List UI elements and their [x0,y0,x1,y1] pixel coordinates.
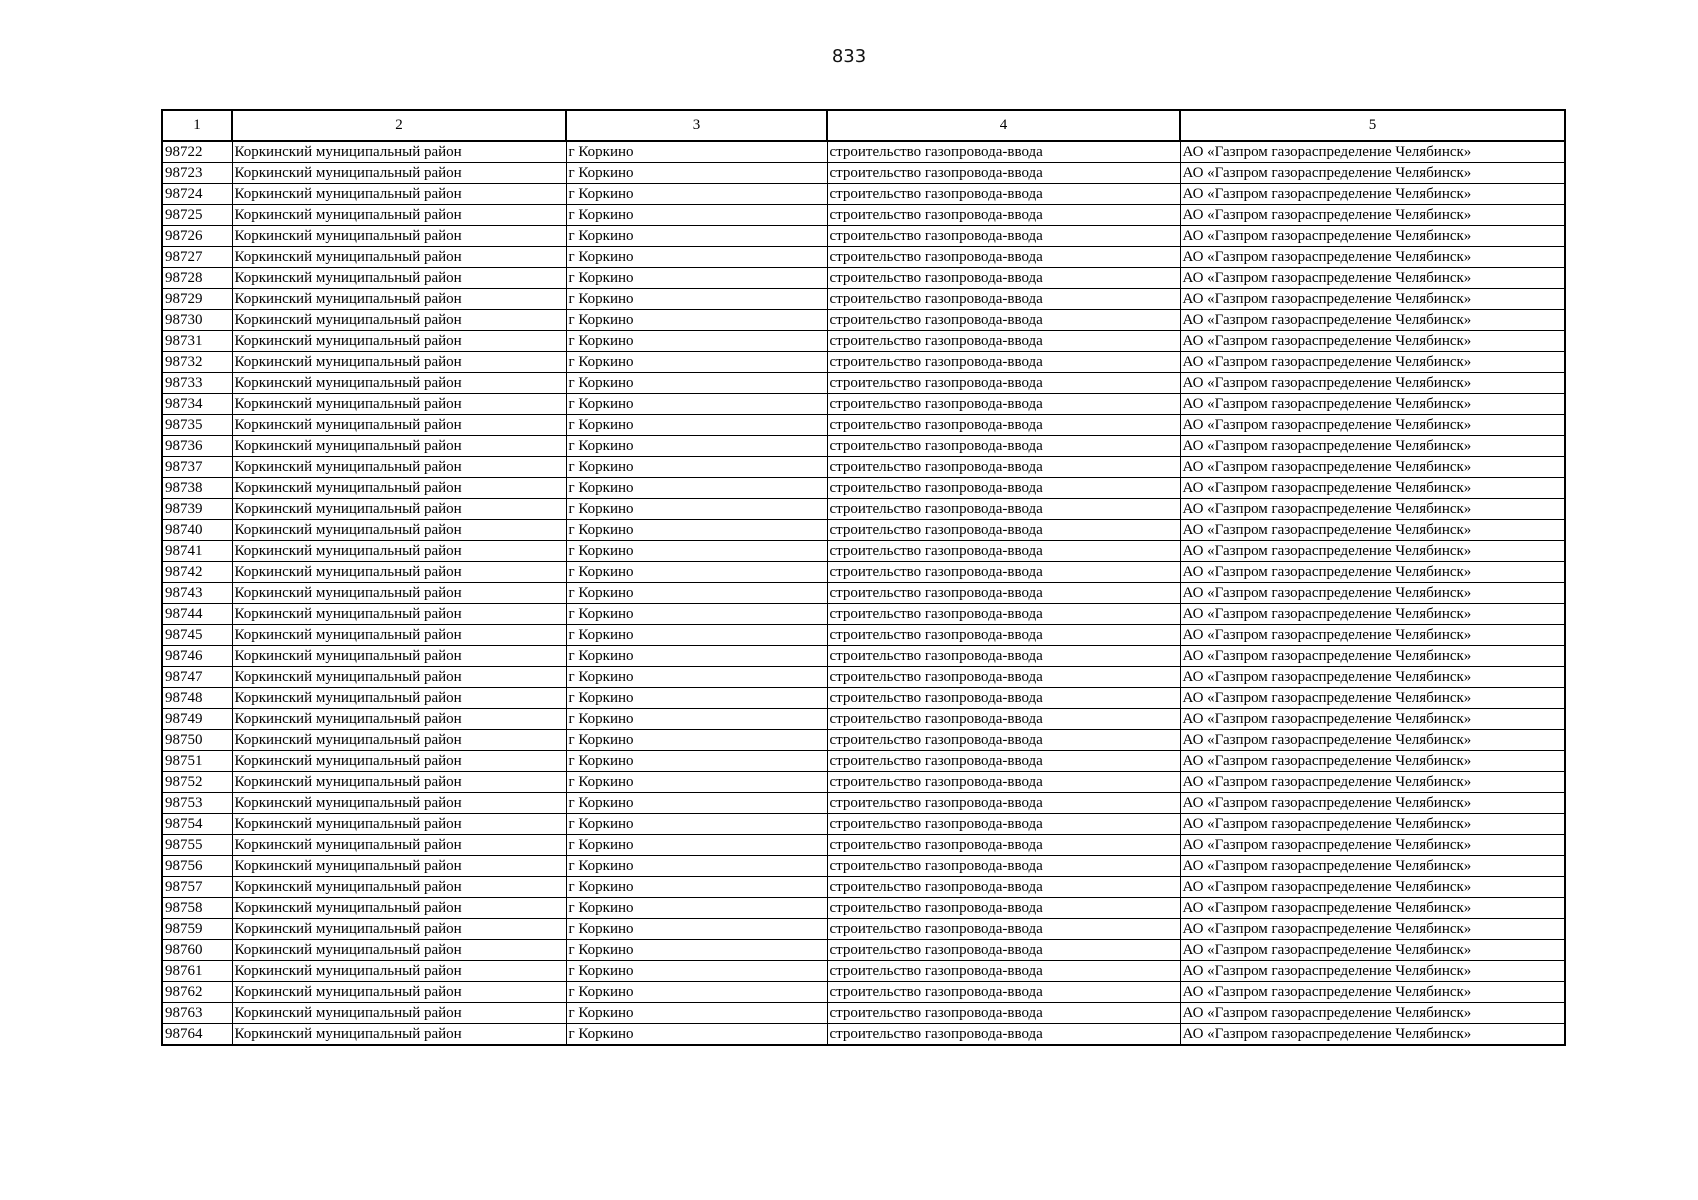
district-cell: Коркинский муниципальный район [232,163,566,184]
organization-cell: АО «Газпром газораспределение Челябинск» [1180,919,1565,940]
district-cell: Коркинский муниципальный район [232,373,566,394]
locality-cell: г Коркино [566,394,827,415]
work-type-cell: строительство газопровода-ввода [827,247,1180,268]
work-type-cell: строительство газопровода-ввода [827,310,1180,331]
locality-cell: г Коркино [566,667,827,688]
row-number-cell: 98764 [162,1024,232,1046]
row-number-cell: 98743 [162,583,232,604]
table-row [162,688,1565,709]
district-cell: Коркинский муниципальный район [232,982,566,1003]
work-type-cell: строительство газопровода-ввода [827,352,1180,373]
row-number-cell: 98731 [162,331,232,352]
work-type-cell: строительство газопровода-ввода [827,730,1180,751]
locality-cell: г Коркино [566,835,827,856]
district-cell: Коркинский муниципальный район [232,289,566,310]
district-cell: Коркинский муниципальный район [232,583,566,604]
district-cell: Коркинский муниципальный район [232,940,566,961]
table-header [162,110,1565,141]
organization-cell: АО «Газпром газораспределение Челябинск» [1180,184,1565,205]
organization-cell: АО «Газпром газораспределение Челябинск» [1180,268,1565,289]
work-type-cell: строительство газопровода-ввода [827,856,1180,877]
organization-cell: АО «Газпром газораспределение Челябинск» [1180,141,1565,163]
locality-cell: г Коркино [566,583,827,604]
row-number-cell: 98739 [162,499,232,520]
organization-cell: АО «Газпром газораспределение Челябинск» [1180,982,1565,1003]
work-type-cell: строительство газопровода-ввода [827,478,1180,499]
table-row [162,310,1565,331]
table-row [162,814,1565,835]
locality-cell: г Коркино [566,457,827,478]
locality-cell: г Коркино [566,436,827,457]
row-number-cell: 98754 [162,814,232,835]
organization-cell: АО «Газпром газораспределение Челябинск» [1180,856,1565,877]
row-number-cell: 98752 [162,772,232,793]
organization-cell: АО «Газпром газораспределение Челябинск» [1180,793,1565,814]
district-cell: Коркинский муниципальный район [232,331,566,352]
work-type-cell: строительство газопровода-ввода [827,289,1180,310]
locality-cell: г Коркино [566,268,827,289]
organization-cell: АО «Газпром газораспределение Челябинск» [1180,541,1565,562]
locality-cell: г Коркино [566,226,827,247]
row-number-cell: 98728 [162,268,232,289]
work-type-cell: строительство газопровода-ввода [827,982,1180,1003]
district-cell: Коркинский муниципальный район [232,141,566,163]
work-type-cell: строительство газопровода-ввода [827,331,1180,352]
table-body [162,141,1565,1045]
table-row [162,982,1565,1003]
work-type-cell: строительство газопровода-ввода [827,141,1180,163]
row-number-cell: 98758 [162,898,232,919]
row-number-cell: 98736 [162,436,232,457]
table-row [162,268,1565,289]
work-type-cell: строительство газопровода-ввода [827,268,1180,289]
row-number-cell: 98724 [162,184,232,205]
work-type-cell: строительство газопровода-ввода [827,751,1180,772]
table-row [162,205,1565,226]
work-type-cell: строительство газопровода-ввода [827,1024,1180,1046]
district-cell: Коркинский муниципальный район [232,562,566,583]
district-cell: Коркинский муниципальный район [232,352,566,373]
organization-cell: АО «Газпром газораспределение Челябинск» [1180,457,1565,478]
work-type-cell: строительство газопровода-ввода [827,457,1180,478]
work-type-cell: строительство газопровода-ввода [827,184,1180,205]
locality-cell: г Коркино [566,247,827,268]
district-cell: Коркинский муниципальный район [232,646,566,667]
district-cell: Коркинский муниципальный район [232,793,566,814]
locality-cell: г Коркино [566,520,827,541]
district-cell: Коркинский муниципальный район [232,247,566,268]
organization-cell: АО «Газпром газораспределение Челябинск» [1180,898,1565,919]
work-type-cell: строительство газопровода-ввода [827,814,1180,835]
table-row [162,373,1565,394]
district-cell: Коркинский муниципальный район [232,205,566,226]
district-cell: Коркинский муниципальный район [232,520,566,541]
work-type-cell: строительство газопровода-ввода [827,646,1180,667]
table-row [162,457,1565,478]
row-number-cell: 98748 [162,688,232,709]
table-row [162,877,1565,898]
district-cell: Коркинский муниципальный район [232,478,566,499]
locality-cell: г Коркино [566,141,827,163]
row-number-cell: 98744 [162,604,232,625]
locality-cell: г Коркино [566,310,827,331]
locality-cell: г Коркино [566,163,827,184]
work-type-cell: строительство газопровода-ввода [827,877,1180,898]
work-type-cell: строительство газопровода-ввода [827,163,1180,184]
table-row [162,415,1565,436]
locality-cell: г Коркино [566,793,827,814]
work-type-cell: строительство газопровода-ввода [827,772,1180,793]
locality-cell: г Коркино [566,541,827,562]
district-cell: Коркинский муниципальный район [232,730,566,751]
locality-cell: г Коркино [566,415,827,436]
district-cell: Коркинский муниципальный район [232,394,566,415]
organization-cell: АО «Газпром газораспределение Челябинск» [1180,1003,1565,1024]
table-row [162,604,1565,625]
row-number-cell: 98755 [162,835,232,856]
table-row [162,436,1565,457]
registry-table [161,109,1566,1046]
work-type-cell: строительство газопровода-ввода [827,604,1180,625]
table-row [162,499,1565,520]
organization-cell: АО «Газпром газораспределение Челябинск» [1180,646,1565,667]
locality-cell: г Коркино [566,478,827,499]
locality-cell: г Коркино [566,562,827,583]
work-type-cell: строительство газопровода-ввода [827,688,1180,709]
row-number-cell: 98738 [162,478,232,499]
table-row [162,898,1565,919]
header-row [162,110,1565,141]
column-header-2: 2 [232,110,566,141]
district-cell: Коркинский муниципальный район [232,541,566,562]
locality-cell: г Коркино [566,373,827,394]
organization-cell: АО «Газпром газораспределение Челябинск» [1180,499,1565,520]
organization-cell: АО «Газпром газораспределение Челябинск» [1180,961,1565,982]
row-number-cell: 98756 [162,856,232,877]
organization-cell: АО «Газпром газораспределение Челябинск» [1180,814,1565,835]
row-number-cell: 98725 [162,205,232,226]
table-row [162,919,1565,940]
organization-cell: АО «Газпром газораспределение Челябинск» [1180,352,1565,373]
organization-cell: АО «Газпром газораспределение Челябинск» [1180,247,1565,268]
work-type-cell: строительство газопровода-ввода [827,205,1180,226]
organization-cell: АО «Газпром газораспределение Челябинск» [1180,604,1565,625]
district-cell: Коркинский муниципальный район [232,184,566,205]
row-number-cell: 98747 [162,667,232,688]
table-row [162,793,1565,814]
row-number-cell: 98722 [162,141,232,163]
organization-cell: АО «Газпром газораспределение Челябинск» [1180,289,1565,310]
table-row [162,940,1565,961]
locality-cell: г Коркино [566,982,827,1003]
table-row [162,520,1565,541]
organization-cell: АО «Газпром газораспределение Челябинск» [1180,835,1565,856]
work-type-cell: строительство газопровода-ввода [827,226,1180,247]
table-row [162,961,1565,982]
locality-cell: г Коркино [566,940,827,961]
table-row [162,331,1565,352]
locality-cell: г Коркино [566,625,827,646]
organization-cell: АО «Газпром газораспределение Челябинск» [1180,562,1565,583]
table-row [162,226,1565,247]
locality-cell: г Коркино [566,1003,827,1024]
district-cell: Коркинский муниципальный район [232,415,566,436]
column-header-1: 1 [162,110,232,141]
district-cell: Коркинский муниципальный район [232,835,566,856]
organization-cell: АО «Газпром газораспределение Челябинск» [1180,310,1565,331]
row-number-cell: 98732 [162,352,232,373]
district-cell: Коркинский муниципальный район [232,667,566,688]
table-row [162,1003,1565,1024]
table-row [162,835,1565,856]
work-type-cell: строительство газопровода-ввода [827,835,1180,856]
row-number-cell: 98742 [162,562,232,583]
locality-cell: г Коркино [566,814,827,835]
district-cell: Коркинский муниципальный район [232,436,566,457]
locality-cell: г Коркино [566,730,827,751]
table-row [162,730,1565,751]
table-row [162,646,1565,667]
row-number-cell: 98751 [162,751,232,772]
district-cell: Коркинский муниципальный район [232,268,566,289]
organization-cell: АО «Газпром газораспределение Челябинск» [1180,625,1565,646]
row-number-cell: 98733 [162,373,232,394]
locality-cell: г Коркино [566,856,827,877]
locality-cell: г Коркино [566,646,827,667]
row-number-cell: 98741 [162,541,232,562]
organization-cell: АО «Газпром газораспределение Челябинск» [1180,415,1565,436]
row-number-cell: 98729 [162,289,232,310]
table-row [162,141,1565,163]
district-cell: Коркинский муниципальный район [232,625,566,646]
work-type-cell: строительство газопровода-ввода [827,898,1180,919]
row-number-cell: 98730 [162,310,232,331]
table-row [162,163,1565,184]
locality-cell: г Коркино [566,772,827,793]
row-number-cell: 98757 [162,877,232,898]
organization-cell: АО «Газпром газораспределение Челябинск» [1180,667,1565,688]
district-cell: Коркинский муниципальный район [232,877,566,898]
organization-cell: АО «Газпром газораспределение Челябинск» [1180,709,1565,730]
district-cell: Коркинский муниципальный район [232,709,566,730]
work-type-cell: строительство газопровода-ввода [827,583,1180,604]
work-type-cell: строительство газопровода-ввода [827,940,1180,961]
work-type-cell: строительство газопровода-ввода [827,1003,1180,1024]
row-number-cell: 98727 [162,247,232,268]
organization-cell: АО «Газпром газораспределение Челябинск» [1180,373,1565,394]
organization-cell: АО «Газпром газораспределение Челябинск» [1180,877,1565,898]
organization-cell: АО «Газпром газораспределение Челябинск» [1180,940,1565,961]
row-number-cell: 98760 [162,940,232,961]
district-cell: Коркинский муниципальный район [232,604,566,625]
table-row [162,856,1565,877]
work-type-cell: строительство газопровода-ввода [827,394,1180,415]
organization-cell: АО «Газпром газораспределение Челябинск» [1180,751,1565,772]
organization-cell: АО «Газпром газораспределение Челябинск» [1180,520,1565,541]
table-row [162,751,1565,772]
work-type-cell: строительство газопровода-ввода [827,919,1180,940]
page-number: 833 [831,46,867,67]
table-row [162,394,1565,415]
district-cell: Коркинский муниципальный район [232,457,566,478]
work-type-cell: строительство газопровода-ввода [827,436,1180,457]
row-number-cell: 98753 [162,793,232,814]
district-cell: Коркинский муниципальный район [232,499,566,520]
district-cell: Коркинский муниципальный район [232,310,566,331]
row-number-cell: 98735 [162,415,232,436]
work-type-cell: строительство газопровода-ввода [827,625,1180,646]
work-type-cell: строительство газопровода-ввода [827,667,1180,688]
work-type-cell: строительство газопровода-ввода [827,415,1180,436]
work-type-cell: строительство газопровода-ввода [827,562,1180,583]
row-number-cell: 98759 [162,919,232,940]
locality-cell: г Коркино [566,499,827,520]
table-row [162,247,1565,268]
organization-cell: АО «Газпром газораспределение Челябинск» [1180,730,1565,751]
work-type-cell: строительство газопровода-ввода [827,520,1180,541]
locality-cell: г Коркино [566,289,827,310]
row-number-cell: 98749 [162,709,232,730]
table-row [162,625,1565,646]
table-row [162,184,1565,205]
organization-cell: АО «Газпром газораспределение Челябинск» [1180,688,1565,709]
work-type-cell: строительство газопровода-ввода [827,499,1180,520]
table-row [162,562,1565,583]
organization-cell: АО «Газпром газораспределение Челябинск» [1180,226,1565,247]
locality-cell: г Коркино [566,352,827,373]
table-row [162,1024,1565,1046]
table-row [162,541,1565,562]
district-cell: Коркинский муниципальный район [232,814,566,835]
row-number-cell: 98737 [162,457,232,478]
table-row [162,772,1565,793]
table-row [162,352,1565,373]
table-row [162,709,1565,730]
district-cell: Коркинский муниципальный район [232,226,566,247]
row-number-cell: 98761 [162,961,232,982]
locality-cell: г Коркино [566,898,827,919]
organization-cell: АО «Газпром газораспределение Челябинск» [1180,331,1565,352]
district-cell: Коркинский муниципальный район [232,856,566,877]
district-cell: Коркинский муниципальный район [232,898,566,919]
row-number-cell: 98746 [162,646,232,667]
table-row [162,583,1565,604]
district-cell: Коркинский муниципальный район [232,751,566,772]
locality-cell: г Коркино [566,961,827,982]
locality-cell: г Коркино [566,919,827,940]
district-cell: Коркинский муниципальный район [232,961,566,982]
work-type-cell: строительство газопровода-ввода [827,541,1180,562]
district-cell: Коркинский муниципальный район [232,1003,566,1024]
locality-cell: г Коркино [566,184,827,205]
work-type-cell: строительство газопровода-ввода [827,709,1180,730]
district-cell: Коркинский муниципальный район [232,688,566,709]
row-number-cell: 98763 [162,1003,232,1024]
organization-cell: АО «Газпром газораспределение Челябинск» [1180,1024,1565,1046]
locality-cell: г Коркино [566,709,827,730]
table-row [162,478,1565,499]
locality-cell: г Коркино [566,877,827,898]
organization-cell: АО «Газпром газораспределение Челябинск» [1180,394,1565,415]
locality-cell: г Коркино [566,688,827,709]
locality-cell: г Коркино [566,751,827,772]
column-header-5: 5 [1180,110,1565,141]
work-type-cell: строительство газопровода-ввода [827,373,1180,394]
organization-cell: АО «Газпром газораспределение Челябинск» [1180,583,1565,604]
district-cell: Коркинский муниципальный район [232,772,566,793]
row-number-cell: 98726 [162,226,232,247]
table-row [162,667,1565,688]
locality-cell: г Коркино [566,205,827,226]
row-number-cell: 98723 [162,163,232,184]
work-type-cell: строительство газопровода-ввода [827,961,1180,982]
row-number-cell: 98762 [162,982,232,1003]
locality-cell: г Коркино [566,604,827,625]
row-number-cell: 98740 [162,520,232,541]
work-type-cell: строительство газопровода-ввода [827,793,1180,814]
row-number-cell: 98734 [162,394,232,415]
column-header-3: 3 [566,110,827,141]
row-number-cell: 98750 [162,730,232,751]
organization-cell: АО «Газпром газораспределение Челябинск» [1180,163,1565,184]
organization-cell: АО «Газпром газораспределение Челябинск» [1180,478,1565,499]
column-header-4: 4 [827,110,1180,141]
table-row [162,289,1565,310]
row-number-cell: 98745 [162,625,232,646]
locality-cell: г Коркино [566,1024,827,1046]
organization-cell: АО «Газпром газораспределение Челябинск» [1180,772,1565,793]
organization-cell: АО «Газпром газораспределение Челябинск» [1180,205,1565,226]
locality-cell: г Коркино [566,331,827,352]
district-cell: Коркинский муниципальный район [232,1024,566,1046]
organization-cell: АО «Газпром газораспределение Челябинск» [1180,436,1565,457]
district-cell: Коркинский муниципальный район [232,919,566,940]
